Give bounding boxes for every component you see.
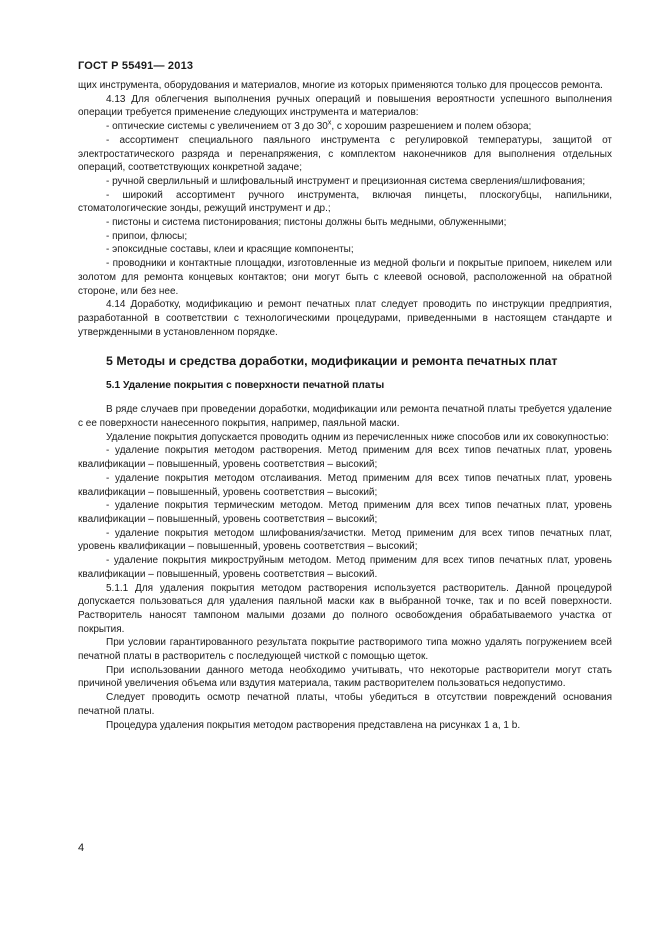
page-header: ГОСТ Р 55491— 2013 <box>78 60 194 72</box>
list-item: - припои, флюсы; <box>106 230 188 242</box>
list-item: - удаление покрытия микроструйным методом. Метод применим для всех типов печатных плат, уровень квалификации – повышенный, уровень соответствия – высокий. <box>78 555 612 580</box>
list-item: - эпоксидные составы, клеи и красящие компоненты; <box>106 244 354 256</box>
list-item: - удаление покрытия методом шлифования/зачистки. Метод применим для всех типов печатных плат, уровень квалификации – повышенный, уровень соответствия – высокий; <box>78 527 612 553</box>
list-item: - ручной сверлильный и шлифовальный инструмент и прецизионная система сверления/шлифования; <box>106 175 586 187</box>
paragraph: 5.1.1 Для удаления покрытия методом растворения используется растворитель. Данной процедурой допускается пользоваться для удаления паяльной маски как в выбранной точке, так и по всей поверхности. Растворитель наносят тампоном малыми дозами до полного освобождения обрабатываемого участка от покрытия. <box>78 582 612 635</box>
paragraph: В ряде случаев при проведении доработки, модификации или ремонта печатной платы требуется удаление с ее поверхности нанесенного покрытия, например, паяльной маски. <box>78 404 612 430</box>
section-title: 5 Методы и средства доработки, модификации и ремонта печатных плат <box>106 354 558 369</box>
paragraph: Процедура удаления покрытия методом растворения представлена на рисунках 1 а, 1 b. <box>106 719 521 731</box>
superscript: х <box>327 119 332 127</box>
list-item-text: - оптические системы с увеличением от 3 до 30 <box>106 121 328 133</box>
list-item <box>78 120 612 134</box>
list-item: - ассортимент специального паяльного инструмента с регулировкой температуры, защитой от электростатического разряда и перенапряжения, с комплектом наконечников для выполнения отдельных операций, соответствующих конкретной задаче; <box>78 134 612 174</box>
paragraph: При условии гарантированного результата покрытие растворимого типа можно удалять погружением всей печатной платы в растворитель с последующей чисткой с помощью щеток. <box>78 637 612 663</box>
subsection-title: 5.1 Удаление покрытия с поверхности печатной платы <box>106 380 385 392</box>
list-item: - удаление покрытия методом растворения. Метод применим для всех типов печатных плат, уровень квалификации – повышенный, уровень соответствия – высокий; <box>78 445 612 471</box>
paragraph: 4.14 Доработку, модификацию и ремонт печатных плат следует проводить по инструкции предприятия, разработанной в соответствии с технологическими процедурами, приведенными в настоящем стандарте и утвержденными в установленном порядке. <box>78 299 612 338</box>
list-item: - широкий ассортимент ручного инструмента, включая пинцеты, плоскогубцы, напильники, стоматологические зонды, режущий инструмент и др.; <box>78 189 612 215</box>
page-number: 4 <box>78 842 85 854</box>
list-item: - удаление покрытия методом отслаивания. Метод применим для всех типов печатных плат, уровень квалификации – повышенный, уровень соответствия – высокий; <box>78 472 612 498</box>
paragraph: При использовании данного метода необходимо учитывать, что некоторые растворители могут стать причиной увеличения объема или вздутия материала, таким растворителем пользоваться недопустимо. <box>78 664 612 690</box>
list-item-text: , с хорошим разрешением и полем обзора; <box>331 121 532 133</box>
document-body <box>78 79 612 732</box>
paragraph: щих инструмента, оборудования и материалов, многие из которых применяются только для процессов ремонта. <box>78 80 603 91</box>
paragraph: 4.13 Для облегчения выполнения ручных операций и повышения вероятности успешного выполнения операции требуется применение следующих инструмента и материалов: <box>78 93 612 119</box>
list-item: - пистоны и система пистонирования; пистоны должны быть медными, облуженными; <box>106 217 507 229</box>
list-item: - удаление покрытия термическим методом. Метод применим для всех типов печатных плат, уровень квалификации – повышенный, уровень соответствия – высокий; <box>78 500 612 525</box>
list-item: - проводники и контактные площадки, изготовленные из медной фольги и покрытые припоем, никелем или золотом для ремонта концевых контактов; они могут быть с клеевой основой, расположенной на обратной стороне, или без нее. <box>78 258 612 297</box>
paragraph: Удаление покрытия допускается проводить одним из перечисленных ниже способов или их совокупностью: <box>106 431 609 443</box>
paragraph: Следует проводить осмотр печатной платы, чтобы убедиться в отсутствии повреждений основания печатной платы. <box>78 692 612 717</box>
